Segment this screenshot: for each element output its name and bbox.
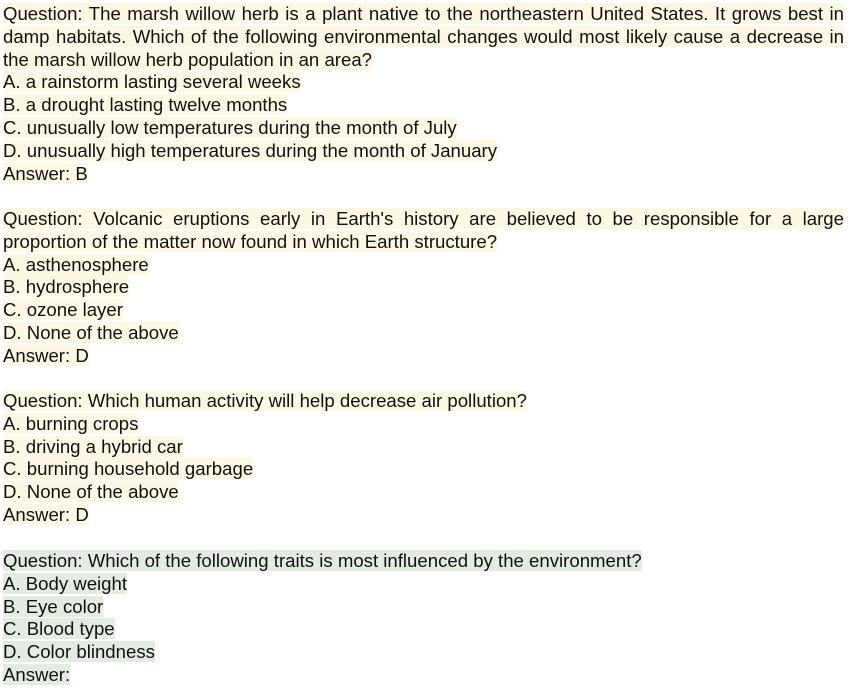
option-a: A. asthenosphere xyxy=(3,253,149,275)
option-b: B. a drought lasting twelve months xyxy=(3,94,288,116)
question-text: Question: Which human activity will help decrease air pollution? xyxy=(3,390,527,411)
option-c: C. unusually low temperatures during the month of July xyxy=(3,116,457,138)
option-c: C. burning household garbage xyxy=(3,458,254,480)
answer-line: Answer: xyxy=(3,663,71,685)
option-b: B. driving a hybrid car xyxy=(3,435,183,457)
option-a: A. Body weight xyxy=(3,572,128,594)
option-d: D. unusually high temperatures during the month of January xyxy=(3,139,498,161)
qa-block-1 xyxy=(3,3,844,185)
answer-line: Answer: B xyxy=(3,162,88,184)
option-d: D. None of the above xyxy=(3,321,179,343)
option-a: A. a rainstorm lasting several weeks xyxy=(3,71,301,93)
qa-block-2 xyxy=(3,208,844,368)
question-text: Question: Which of the following traits is most influenced by the environment? xyxy=(3,550,642,571)
option-c: C. ozone layer xyxy=(3,299,123,321)
option-a: A. burning crops xyxy=(3,412,139,434)
option-b: B. hydrosphere xyxy=(3,276,130,298)
option-c: C. Blood type xyxy=(3,618,115,640)
answer-line: Answer: D xyxy=(3,503,89,525)
option-d: D. Color blindness xyxy=(3,641,155,663)
qa-block-3 xyxy=(3,390,844,527)
qa-block-4 xyxy=(3,550,844,687)
question-text: Question: Volcanic eruptions early in Earth's history are believed to be responsible for a large proportion of the matter now found in which Earth structure? xyxy=(3,208,844,252)
option-d: D. None of the above xyxy=(3,481,179,503)
answer-line: Answer: D xyxy=(3,344,89,366)
option-b: B. Eye color xyxy=(3,595,104,617)
question-text: Question: The marsh willow herb is a plant native to the northeastern United States. It grows best in damp habitats. Which of the following environmental changes would most likely cause a decrease in the marsh willow herb population in an area? xyxy=(3,3,844,70)
